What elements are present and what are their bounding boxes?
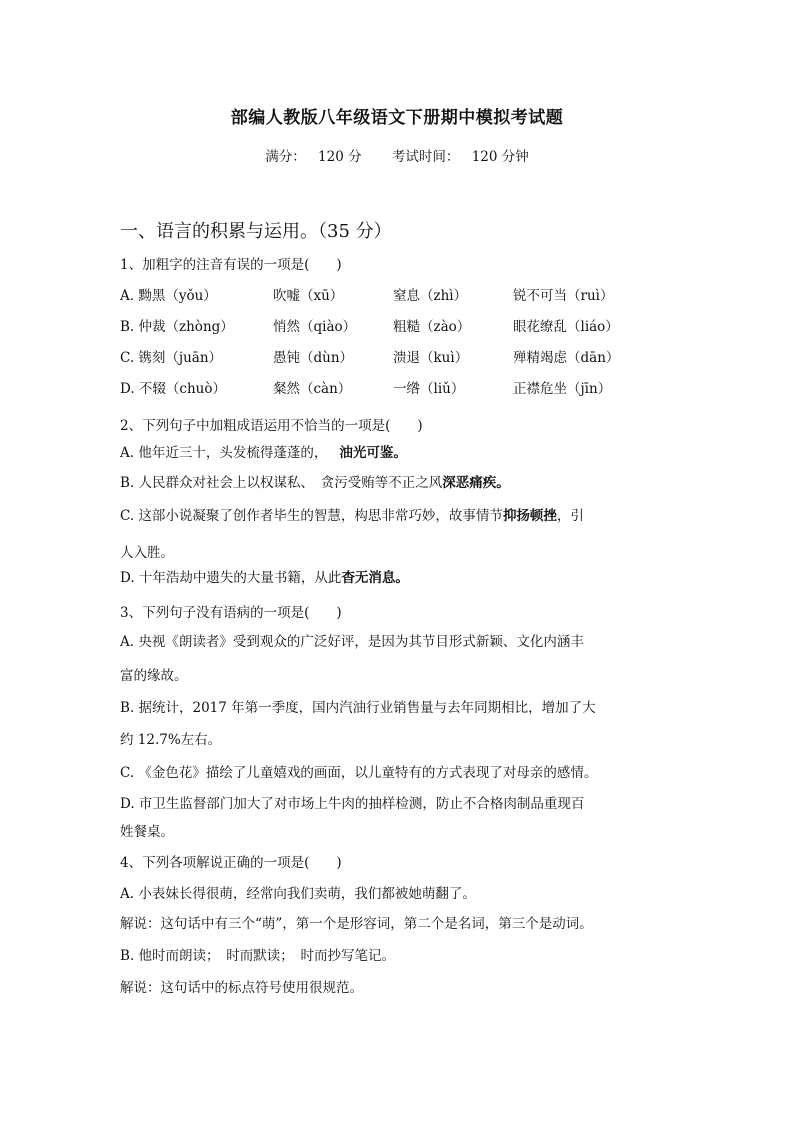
q2-option-d-idiom: 杳无消息。	[341, 570, 409, 586]
q2-option-c-idiom: 抑扬顿挫	[502, 508, 557, 524]
q2-option-a-idiom: 油光可鉴。	[339, 445, 407, 461]
q3-option-a-line-1: A. 央视《朗读者》受到观众的广泛好评，是因为其节目形式新颖、文化内涵丰	[120, 634, 584, 650]
q2-option-d	[120, 566, 409, 586]
q3-option-d-line-2: 姓餐桌。	[120, 824, 174, 840]
score-value: 120 分	[318, 149, 362, 165]
q1-option-c-4: 殚精竭虑（dān）	[513, 350, 620, 366]
q1-option-d-1: D. 不辍（chuò）	[120, 381, 227, 397]
q1-option-a-4: 锐不可当（ruì）	[513, 288, 614, 304]
q3-option-b-line-2: 约 12.7%左右。	[120, 732, 222, 748]
q3-option-c: C. 《金色花》描绘了儿童嬉戏的画面，以儿童特有的方式表现了对母亲的感情。	[120, 765, 598, 781]
q2-option-b-text: B. 人民群众对社会上以权谋私、 贪污受贿等不正之风	[120, 475, 443, 491]
exam-meta	[0, 145, 794, 165]
q4-option-a: A. 小表妹长得很萌，经常向我们卖萌，我们都被她萌翻了。	[120, 886, 476, 902]
time-label: 考试时间：	[391, 149, 460, 165]
q3-option-d-line-1: D. 市卫生监督部门加大了对市场上牛肉的抽样检测，防止不合格肉制品重现百	[120, 796, 585, 812]
q1-option-b-4: 眼花缭乱（liáo）	[513, 319, 619, 335]
q1-option-c-1: C. 镌刻（juān）	[120, 350, 223, 366]
q2-option-b	[120, 471, 510, 491]
question-3-stem: 3、下列句子没有语病的一项是( )	[120, 605, 342, 621]
page-title: 部编人教版八年级语文下册期中模拟考试题	[230, 108, 564, 128]
q4-option-a-note: 解说：这句话中有三个“萌”，第一个是形容词，第二个是名词，第三个是动词。	[120, 916, 593, 932]
q2-option-c-continued: 人入胜。	[120, 545, 174, 561]
q2-option-b-idiom: 深恶痛疾。	[442, 475, 510, 491]
q4-option-b: B. 他时而朗读； 时而默读； 时而抄写笔记。	[120, 948, 396, 964]
q2-option-a	[120, 441, 407, 461]
q2-option-c-text-end: ，引	[556, 508, 584, 524]
q1-option-b-1: B. 仲裁（zhòng）	[120, 319, 234, 335]
q1-option-d-4: 正襟危坐（jīn）	[513, 381, 612, 397]
q1-option-c-2: 愚钝（dùn）	[273, 350, 354, 366]
q1-option-a-1: A. 黝黑（yǒu）	[120, 288, 217, 304]
q1-option-a-2: 吹嘘（xū）	[273, 288, 344, 304]
time-value: 120 分钟	[471, 149, 529, 165]
q3-option-a-line-2: 富的缘故。	[120, 668, 188, 684]
q1-option-c-3: 溃退（kuì）	[393, 350, 469, 366]
q1-option-b-3: 粗糙（zào）	[393, 319, 471, 335]
question-4-stem: 4、下列各项解说正确的一项是( )	[120, 855, 342, 871]
q1-option-d-3: 一绺（liǔ）	[393, 381, 465, 397]
q3-option-b-line-1: B. 据统计，2017 年第一季度，国内汽油行业销售量与去年同期相比，增加了大	[120, 700, 596, 716]
q2-option-c	[120, 504, 584, 524]
question-2-stem: 2、下列句子中加粗成语运用不恰当的一项是( )	[120, 418, 423, 434]
q2-option-d-text: D. 十年浩劫中遗失的大量书籍，从此	[120, 570, 342, 586]
q1-option-d-2: 粲然（càn）	[273, 381, 352, 397]
q1-option-a-3: 窒息（zhì）	[393, 288, 468, 304]
question-1-stem: 1、加粗字的注音有误的一项是( )	[120, 257, 342, 273]
q2-option-c-text: C. 这部小说凝聚了创作者毕生的智慧，构思非常巧妙，故事情节	[120, 508, 503, 524]
section-heading: 一、语言的积累与运用。（35 分）	[120, 221, 392, 242]
q2-option-a-text: A. 他年近三十，头发梳得蓬蓬的，	[120, 445, 328, 461]
score-label: 满分：	[265, 149, 306, 165]
q4-option-b-note: 解说：这句话中的标点符号使用很规范。	[120, 980, 363, 996]
q1-option-b-2: 悄然（qiào）	[273, 319, 357, 335]
